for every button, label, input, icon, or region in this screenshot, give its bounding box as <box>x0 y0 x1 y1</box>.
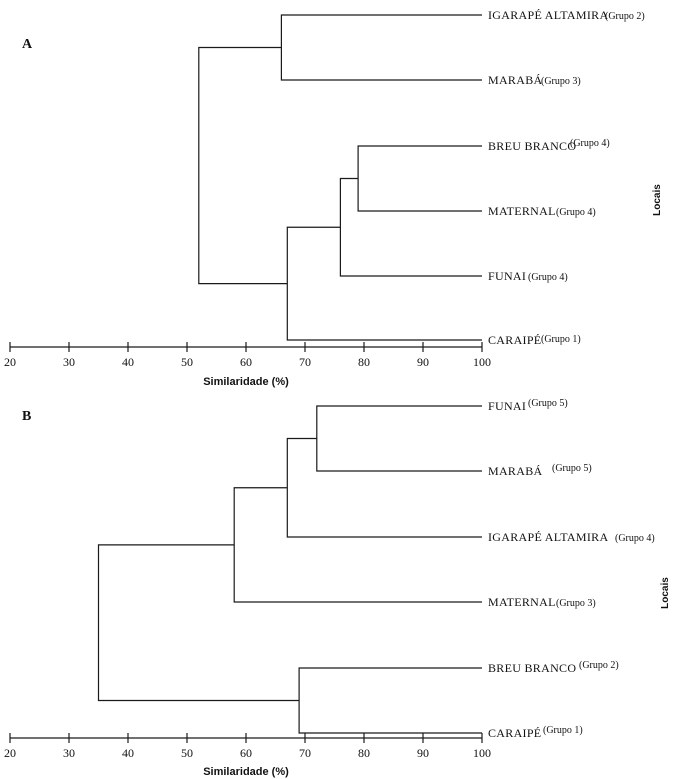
panel-a-merge-link <box>358 146 482 211</box>
panel-b-leaf-name: CARAIPÉ <box>488 726 542 740</box>
panel-b-tick-label: 100 <box>473 746 491 760</box>
panel-b-leaf-name: FUNAI <box>488 399 527 413</box>
dendrogram-panel-a <box>4 8 645 388</box>
panel-a-leaf-group: (Grupo 4) <box>556 207 596 218</box>
panel-a-merge-link <box>340 179 482 277</box>
panel-b-leaf-group: (Grupo 1) <box>543 725 583 736</box>
panel-b-tick-label: 30 <box>63 746 75 760</box>
panel-b-leaf-name: IGARAPÉ ALTAMIRA <box>488 530 609 544</box>
panel-a-leaf-labels <box>488 8 645 347</box>
panel-a-leaf-name: BREU BRANCO <box>488 139 577 153</box>
panel-a-leaf-group: (Grupo 3) <box>541 76 581 87</box>
panel-b-leaf-name: MATERNAL <box>488 595 556 609</box>
panel-b-merge-link <box>234 488 482 602</box>
panel-b-tick-label: 80 <box>358 746 370 760</box>
panel-b-tick-label: 60 <box>240 746 252 760</box>
panel-b-leaf-group: (Grupo 5) <box>552 463 592 474</box>
panel-a-tick-label: 50 <box>181 355 193 369</box>
side-label-top: Locais <box>652 184 663 216</box>
dendrogram-panel-b <box>4 398 655 778</box>
panel-a-leaf-name: FUNAI <box>488 269 527 283</box>
panel-a-links <box>199 15 482 340</box>
panel-b-links <box>99 406 483 733</box>
panel-a-tick-label: 20 <box>4 355 16 369</box>
panel-b-leaf-group: (Grupo 3) <box>556 598 596 609</box>
panel-a-tick-label: 90 <box>417 355 429 369</box>
panel-b-axis-title: Similaridade (%) <box>203 766 289 778</box>
panel-a-leaf-name: MARABÁ <box>488 73 543 87</box>
panel-b-tick-label: 40 <box>122 746 134 760</box>
panel-a-tick-label: 60 <box>240 355 252 369</box>
panel-b-leaf-name: BREU BRANCO <box>488 661 577 675</box>
panel-b-leaf-name: MARABÁ <box>488 464 543 478</box>
panel-b-axis <box>4 733 491 760</box>
panel-b-leaf-group: (Grupo 5) <box>528 398 568 409</box>
panel-b-merge-link <box>317 406 482 471</box>
panel-a-tick-label: 70 <box>299 355 311 369</box>
panel-b-merge-link <box>299 668 482 733</box>
panel-a-axis-title: Similaridade (%) <box>203 376 289 388</box>
panel-a-tick-label: 30 <box>63 355 75 369</box>
panel-a-merge-link <box>281 15 482 80</box>
panel-b-leaf-labels <box>488 398 655 740</box>
panel-b-tick-label: 70 <box>299 746 311 760</box>
panel-b-leaf-group: (Grupo 2) <box>579 660 619 671</box>
panel-a-leaf-group: (Grupo 4) <box>570 138 610 149</box>
panel-b-merge-link <box>99 545 300 701</box>
panel-b-tick-label: 90 <box>417 746 429 760</box>
panel-a-leaf-group: (Grupo 2) <box>605 11 645 22</box>
side-label-bottom: Locais <box>660 577 671 609</box>
panel-a-tick-label: 40 <box>122 355 134 369</box>
panel-a-merge-link <box>287 227 482 340</box>
panel-a-leaf-group: (Grupo 4) <box>528 272 568 283</box>
panel-a-merge-link <box>199 48 287 284</box>
panel-a-leaf-name: MATERNAL <box>488 204 556 218</box>
panel-a-leaf-group: (Grupo 1) <box>541 334 581 345</box>
panel-a-letter: A <box>22 37 33 52</box>
panel-a-tick-label: 100 <box>473 355 491 369</box>
panel-a-tick-label: 80 <box>358 355 370 369</box>
panel-a-leaf-name: IGARAPÉ ALTAMIRA <box>488 8 609 22</box>
panel-a-axis <box>4 342 491 369</box>
panel-b-tick-label: 50 <box>181 746 193 760</box>
panel-a-leaf-name: CARAIPÉ <box>488 333 542 347</box>
panel-b-leaf-group: (Grupo 4) <box>615 533 655 544</box>
panel-b-tick-label: 20 <box>4 746 16 760</box>
panel-b-letter: B <box>22 409 32 424</box>
